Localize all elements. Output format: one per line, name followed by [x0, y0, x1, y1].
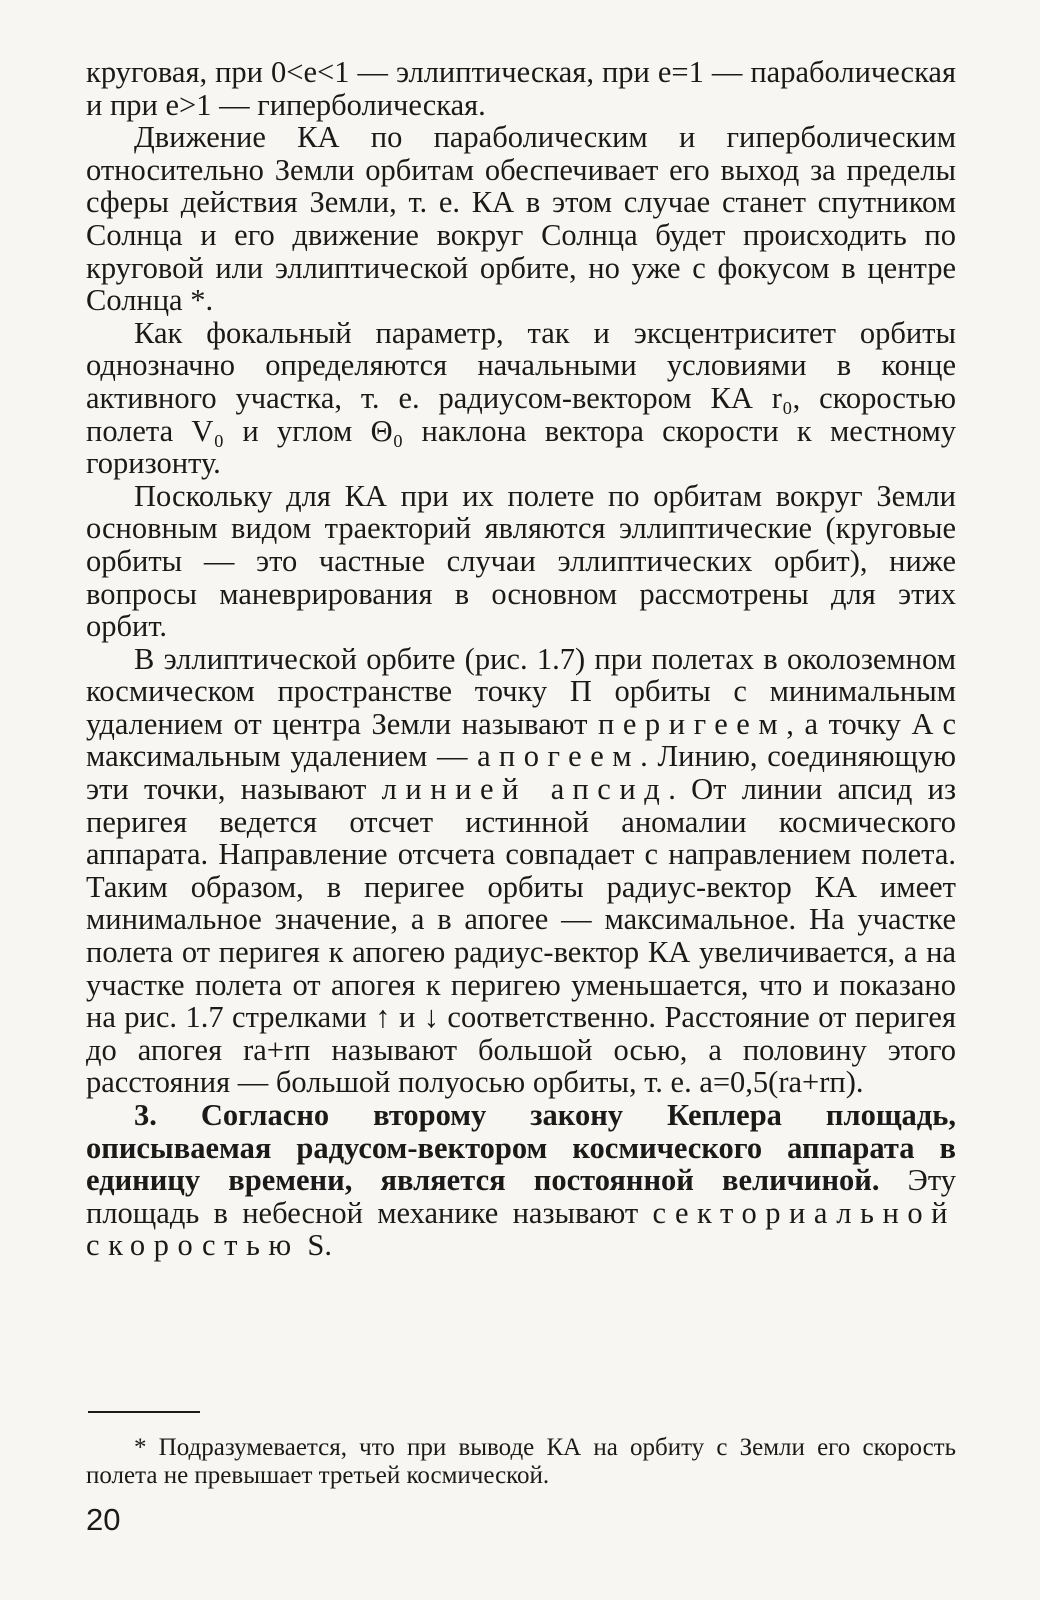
term-sectorial-velocity: секториальной скоростью	[86, 1195, 956, 1263]
footnote-text: * Подразумевается, что при выводе КА на орбиту с Земли его скорость полета не превышает третьей космической.	[86, 1434, 956, 1489]
paragraph-kepler-second-law: 3. Согласно второму закону Кеплера площадь, описываемая радусом-вектором космического аппарата в единицу времени, является постоянной величиной. Эту площадь в небесной механике называют секториальной скоростью S.	[86, 1098, 956, 1263]
paragraph-initial-conditions: Как фокальный параметр, так и эксцентриситет орбиты однозначно определяются начальными условиями в конце активного участка, т. е. радиусом-вектором КА r₀, скоростью полета V₀ и углом Θ₀ наклона вектора скорости к местному горизонту.	[86, 315, 956, 481]
paragraph-escape-trajectories: Движение КА по параболическим и гиперболическим относительно Земли орбитам обеспечивает его выход за пределы сферы действия Земли, т. е. КА в этом случае станет спутником Солнца и его движение вокруг Солнца будет происходить по круговой или эллиптической орбите, но уже с фокусом в центре Солнца *.	[86, 120, 956, 318]
paragraph-orbit-types: круговая, при 0<e<1 — эллиптическая, при e=1 — параболическая и при e>1 — гиперболическая.	[86, 55, 956, 122]
body-text	[86, 56, 956, 1262]
term-perigee: перигеем	[597, 706, 787, 741]
footnote	[86, 1434, 956, 1490]
footnote-divider	[88, 1411, 200, 1413]
term-line-of-apsides: линией апсид	[381, 772, 669, 807]
paragraph-perigee-apogee: В эллиптической орбите (рис. 1.7) при полетах в околоземном космическом пространстве точку П орбиты с минимальным удалением от центра Земли называют перигеем, а точку A с максимальным удалением — апогеем. Линию, соединяющую эти точки, называют линией апсид. От линии апсид из перигея ведется отсчет истинной аномалии космического аппарата. Направление отсчета совпадает с направлением полета. Таким образом, в перигее орбиты радиус-вектор КА имеет минимальное значение, а в апогее — максимальное. На участке полета от перигея к апогею радиус-вектор КА увеличивается, а на участке полета от апогея к перигею уменьшается, что и показано на рис. 1.7 стрелками ↑ и ↓ соответственно. Расстояние от перигея до апогея rа+rп называют большой осью, а половину этого расстояния — большой полуосью орбиты, т. е. a=0,5(rа+rп).	[86, 641, 956, 1100]
page-number: 20	[86, 1502, 121, 1537]
kepler-law-statement: 3. Согласно второму закону Кеплера площадь, описываемая радусом-вектором космического аппарата в единицу времени, является постоянной величиной.	[86, 1098, 956, 1198]
paragraph-elliptic-focus: Поскольку для КА при их полете по орбитам вокруг Земли основным видом траекторий являются эллиптические (круговые орбиты — это частные случаи эллиптических орбит), ниже вопросы маневрирования в основном рассмотрены для этих орбит.	[86, 478, 956, 644]
term-apogee: апогеем	[477, 739, 641, 774]
